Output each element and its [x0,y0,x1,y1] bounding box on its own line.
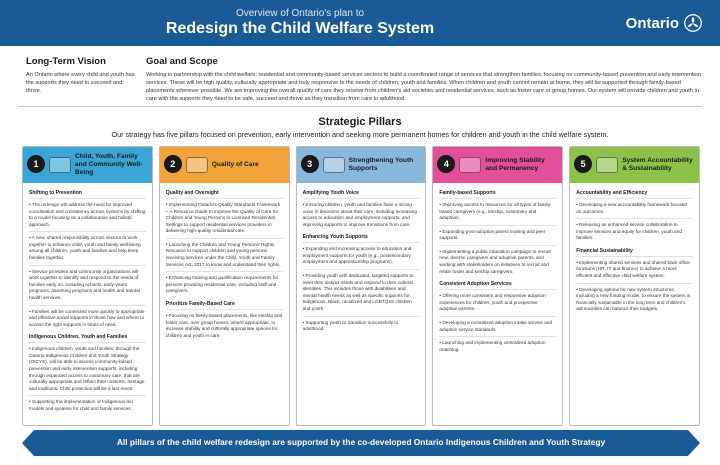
scales-icon [596,157,618,173]
banner-text: All pillars of the child welfare redesign are supported by the co-developed Ontario Indigenous Children and Youth Strategy [116,437,606,447]
pillar-section-heading: Indigenous Children, Youth and Families [29,334,128,341]
pillar-section-heading: Quality and Oversight [165,190,219,196]
graduation-icon [323,157,345,173]
brand-name: Ontario [625,14,679,32]
pillar-body [23,183,152,419]
header-kicker: Overview of Ontario's plan to [235,8,365,19]
goal-title: Goal and Scope [146,56,218,67]
trillium-icon [684,14,702,32]
pillar-bullet: • Supporting youth to transition successfully to adulthood. [303,316,420,336]
pillar-header [23,147,152,183]
pillar-bullet: • Launching the Children and Young Persons' Rights Resource to support children and young persons receiving services under the Child, Youth and Family Services Act, 2017 to know and understand their rights. [166,238,283,271]
pillar-bullet: • Service providers and community organizations will work together to identify and respond to the needs of families early on, including schools, early-years programs, parenting programs and health and mental health services. [29,265,146,305]
pillar-bullet: • Developing options for new system structures, including a new funding model, to ensure the system is financially sustainable in the long term and children's aid societies can balance their budgets. [576,283,693,316]
pillar-bullet: • Indigenous children, youth and families, through the Ontario Indigenous Children and Youth Strategy (OICYS), will be able to access community-based prevention and early intervention supports, including through expanded access to customary care, that are culturally appropriate and reflect their customs, heritage and traditions. Child protection will be a last resort. [29,342,146,395]
vision-title: Long-Term Vision [26,56,106,67]
goal-body: Working in partnership with the child welfare, residential and community-based services sectors to build a coordinated range of services that strengthen families, focusing on community-based prevention and early intervention services. These will be high quality, culturally appropriate and truly responsive to the needs of children, youth and families. When children and youth cannot remain at home, they will be supported through family-based placements wherever possible. We are improving the overall quality of care they receive from children's aid societies and residential services, such as foster care or group homes. Our system will provide children and youth in care with the supports they need to be safe, succeed and thrive as they transition from care to adulthood. [146,72,701,103]
pillar-section-heading: Accountability and Efficiency [576,190,648,196]
pillars-title: Strategic Pillars [318,116,402,128]
pillar-body [297,183,426,340]
pillar-column-1 [22,146,153,426]
pillar-column-2 [159,146,290,426]
pillar-section-heading: Financial Sustainability [576,247,633,254]
pillar-section-heading: Family-based Supports [439,190,496,196]
pillar-bullet: • Providing youth with dedicated, targeted supports to meet their distinct needs and respond to their cultural identities. This includes those with disabilities and mental health needs as well as specific supports for Indigenous, Black, racialized and LGBTQ2S children and youth. [303,269,420,315]
pillar-bullet: • The redesign will address the need for improved coordination and consistency across systems by shifting to a model focusing on a collaborative and holistic approach. [29,198,146,231]
pillar-section-heading: Shifting to Prevention [29,190,82,196]
pillar-section-heading: Consistent Adoption Services [439,281,512,288]
pillar-column-5 [569,146,700,426]
pillar-bullet: • Developing a centralized adoption intake service and adoption service standards. [439,316,556,336]
strategy-banner [22,430,700,456]
pillar-bullet: • A new, shared responsibility across sectors to work together to enhance child, youth and family well-being among all children, youth and families and help keep families together. [29,231,146,264]
pillar-header [570,147,699,183]
heart-hands-icon [186,157,208,173]
pillar-title: Child, Youth, Family and Community Well-Being [75,153,143,176]
pillars-subtitle: Our strategy has five pillars focused on prevention, early intervention and seeking more permanent homes for children and youth in the child welfare system. [111,130,609,139]
pillar-bullet: • Releasing an enhanced service collaboration to improve services and equity for children, youth and families. [576,218,693,245]
pillar-bullet: • Developing a new accountability framework focused on outcomes. [576,198,693,218]
pillar-column-4 [432,146,563,426]
section-divider [18,106,702,107]
pillar-number: 4 [437,155,455,173]
pillar-number: 3 [301,155,319,173]
pillar-bullet: • Enhancing training and qualification requirements for persons providing residential care, including staff and caregivers. [166,271,283,298]
pillar-header [160,147,289,183]
pillar-bullet: • Launching and implementing centralized adoption matching. [439,336,556,356]
header-bar [0,0,720,46]
goal-and-scope [146,56,706,103]
pillar-bullet: • Focusing on family-based placements, like kinship and foster care, over group homes, where appropriate, to increase stability and culturally appropriate options for children and youth in care. [166,309,283,342]
pillar-number: 1 [27,155,45,173]
pillar-number: 5 [574,155,592,173]
pillar-section-heading: Amplifying Youth Voice [302,190,359,196]
pillar-column-3 [296,146,427,426]
pillar-title: Improving Stability and Permanency [485,157,545,172]
pillar-title: Quality of Care [211,161,259,169]
pillar-bullet: • Supporting the implementation of Indigenous-led models and systems for child and family services. [29,395,146,415]
pillar-number: 2 [164,155,182,173]
pillar-body [570,183,699,320]
pillar-bullet: • Expanding post-adoption parent training and peer supports. [439,225,556,245]
pillar-bullet: • Implementing a public education campaign to recruit new, diverse caregivers and adoptive parents, and working with stakeholders on initiatives to recruit and retain foster and kinship caregivers. [439,245,556,278]
people-icon [49,157,71,173]
long-term-vision [26,56,136,95]
pillar-bullet: • Expanding and increasing access to education and employment supports for youth (e.g., postsecondary, employment and apprenticeship programs). [303,242,420,269]
pillar-bullet: • Improving access to resources for all types of family-based caregivers (e.g., kinship, customary and adoptive). [439,198,556,225]
pillar-section-heading: Enhancing Youth Supports [302,234,368,241]
pillar-bullet: • Offering more consistent and responsive adoption experiences for children, youth and prospective adoptive parents. [439,289,556,316]
pillar-bullet: • Implementing shared services and shared back office functions (HR, IT and finance) to achieve a more efficient and effective child welfare system. [576,256,693,283]
pillar-section-heading: Prioritize Family-Based Care [165,300,235,307]
pillar-body [160,183,289,346]
pillar-header [433,147,562,183]
vision-body: An Ontario where every child and youth has the supports they need to succeed and thrive. [26,72,135,95]
pillar-header [297,147,426,183]
pillar-bullet: • Ensuring children, youth and families have a strong voice in decisions about their care, including increasing access to education and employment supports, and improving supports to improve transitions from care. [303,198,420,231]
pillar-title: Strengthening Youth Supports [348,157,414,172]
ontario-logo[interactable] [626,14,702,32]
pillar-bullet: • Implementing Ontario's Quality Standards Framework – A Resource Guide to Improve the Quality of Care for Children and Young Persons in Licensed Residential Settings to support residential services providers in delivering high-quality residential care. [166,198,283,238]
pillar-title: System Accountability & Sustainability [622,157,693,172]
house-icon [459,157,481,173]
pillar-body [433,183,562,360]
pillar-bullet: • Families will be connected more quickly to appropriate and effective social supports in those how and where to access the right supports in times of need. [29,305,146,332]
page-title: Redesign the Child Welfare System [165,20,435,37]
pillar-columns [22,146,700,426]
